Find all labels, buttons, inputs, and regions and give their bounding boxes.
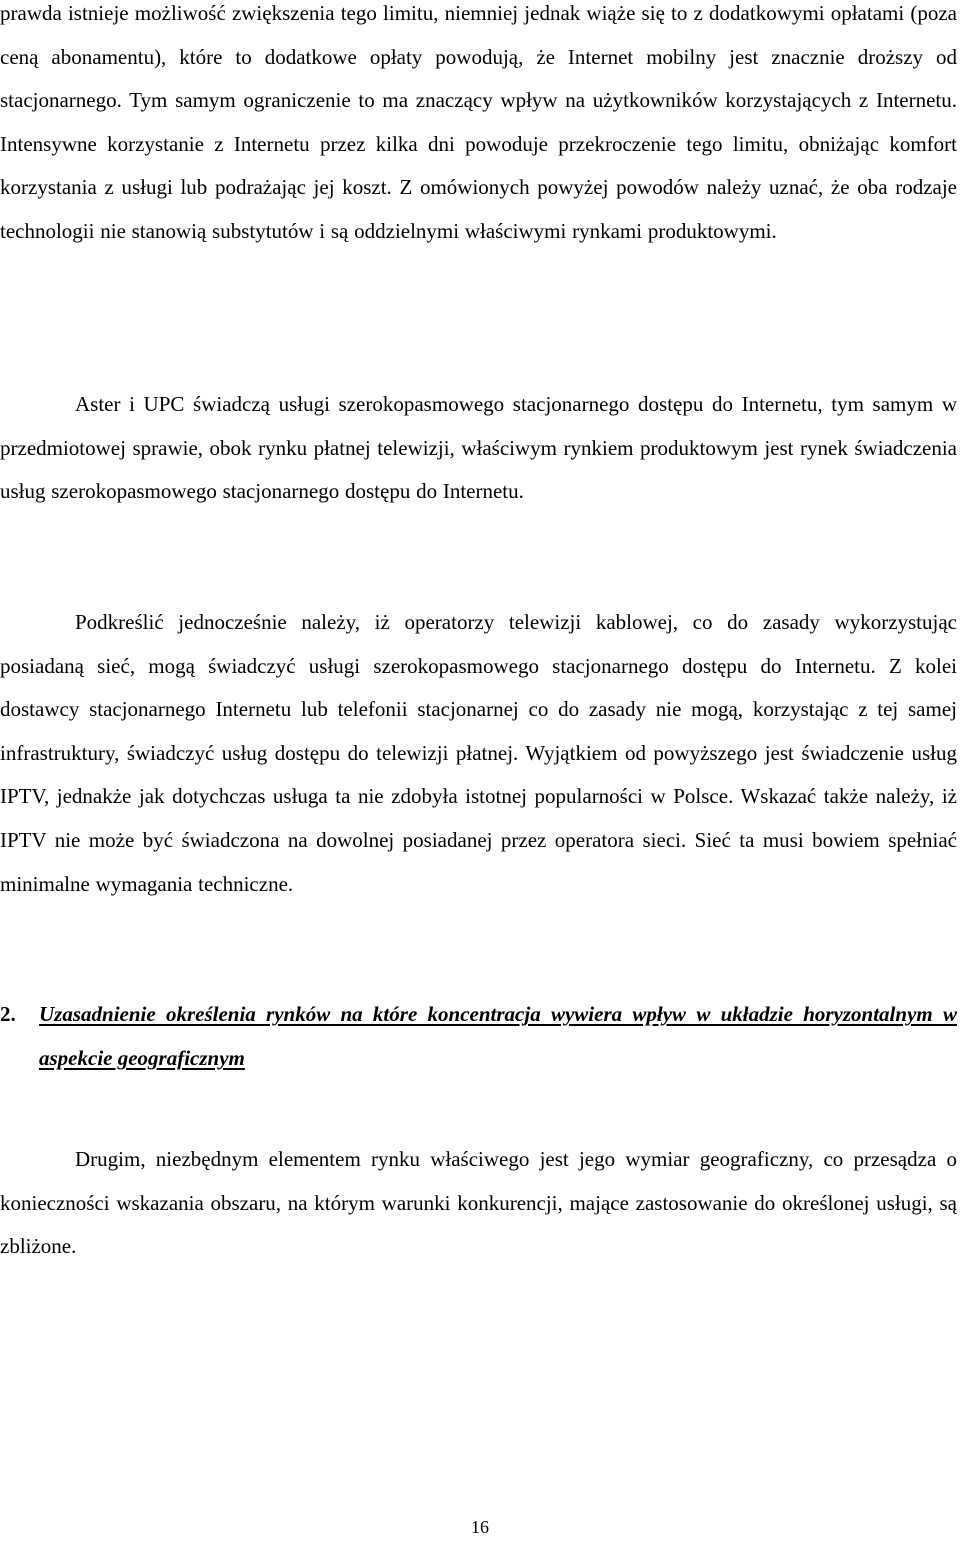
section-heading (0, 992, 957, 1080)
paragraph-product-market: Aster i UPC świadczą usługi szerokopasmowego stacjonarnego dostępu do Internetu, tym samym w przedmiotowej sprawie, obok rynku płatnej telewizji, właściwym rynkiem produktowym jest rynek świadczenia usług szerokopasmowego stacjonarnego dostępu do Internetu. (0, 392, 957, 504)
section-number: 2. (0, 1002, 16, 1026)
page-number: 16 (471, 1517, 489, 1537)
paragraph-geographic-dimension: Drugim, niezbędnym elementem rynku właściwego jest jego wymiar geograficzny, co przesądza o konieczności wskazania obszaru, na którym warunki konkurencji, mające zastosowanie do określonej usługi, są zbliżone. (0, 1147, 957, 1259)
section-title: Uzasadnienie określenia rynków na które koncentracja wywiera wpływ w układzie horyzontalnym w aspekcie geograficznym (39, 1002, 957, 1070)
paragraph-mobile-internet: prawda istnieje możliwość zwiększenia tego limitu, niemniej jednak wiąże się to z dodatkowymi opłatami (poza ceną abonamentu), które to dodatkowe opłaty powodują, że Internet mobilny jest znacznie droższy od stacjonarnego. Tym samym ograniczenie to ma znaczący wpływ na użytkowników korzystających z Internetu. Intensywne korzystanie z Internetu przez kilka dni powoduje przekroczenie tego limitu, obniżając komfort korzystania z usługi lub podrażając jej koszt. Z omówionych powyżej powodów należy uznać, że oba rodzaje technologii nie stanowią substytutów i są oddzielnymi właściwymi rynkami produktowymi. (0, 1, 957, 243)
paragraph-cable-operators: Podkreślić jednocześnie należy, iż operatorzy telewizji kablowej, co do zasady wykorzystując posiadaną sieć, mogą świadczyć usługi szerokopasmowego stacjonarnego dostępu do Internetu. Z kolei dostawcy stacjonarnego Internetu lub telefonii stacjonarnej co do zasady nie mogą, korzystając z tej samej infrastruktury, świadczyć usług dostępu do telewizji płatnej. Wyjątkiem od powyższego jest świadczenie usług IPTV, jednakże jak dotychczas usługa ta nie zdobyła istotnej popularności w Polsce. Wskazać także należy, iż IPTV nie może być świadczona na dowolnej posiadanej przez operatora sieci. Sieć ta musi bowiem spełniać minimalne wymagania techniczne. (0, 610, 957, 896)
